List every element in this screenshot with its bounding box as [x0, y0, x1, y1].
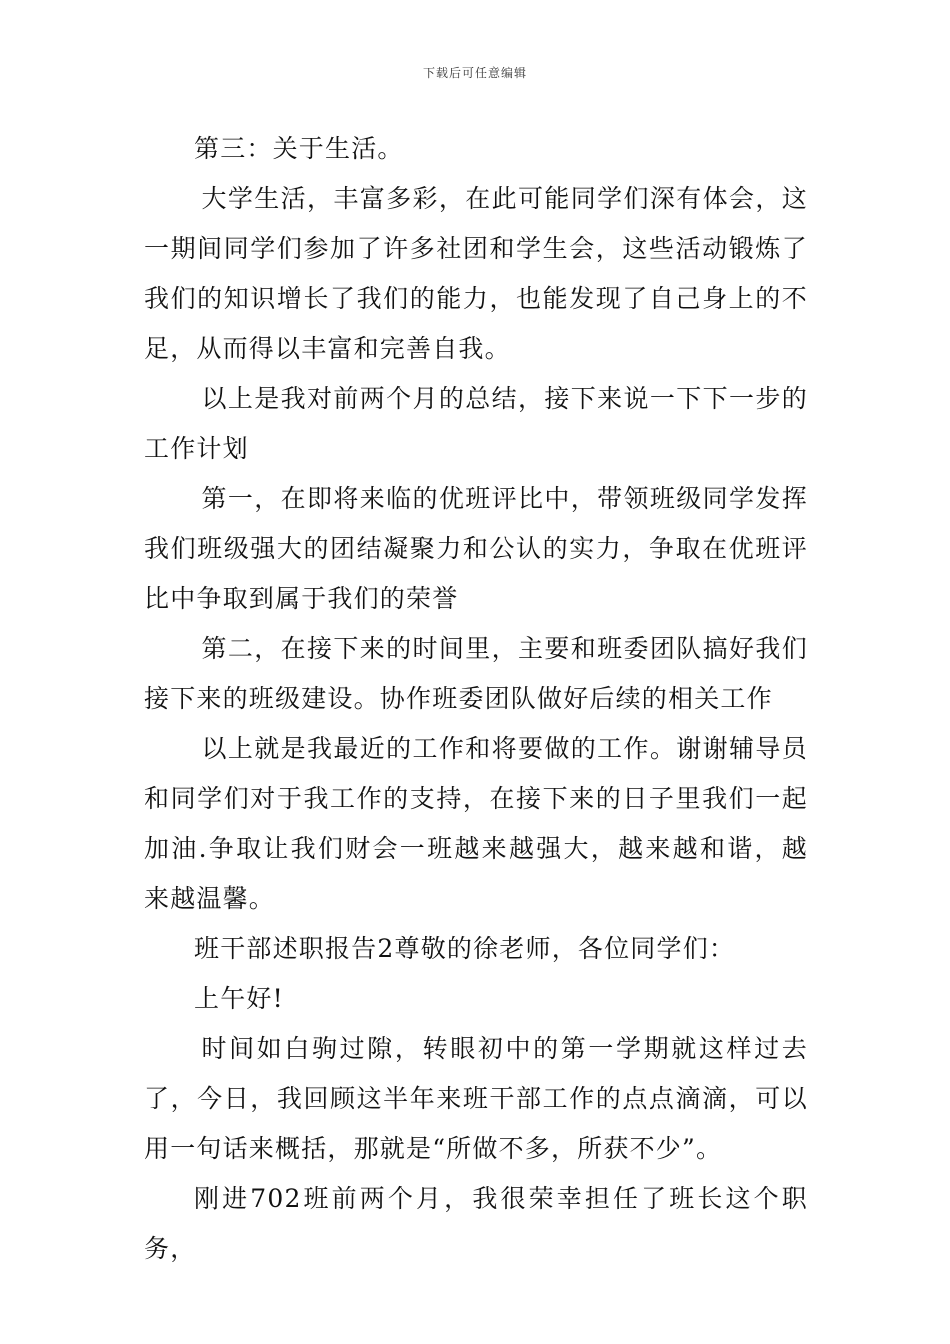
- paragraph: 第三：关于生活。: [194, 134, 404, 163]
- paragraph: 大学生活，丰富多彩，在此可能同学们深有体会，这一期间同学们参加了许多社团和学生会，这些活动锻炼了我们的知识增长了我们的能力，也能发现了自己身上的不足，从而得以丰富和完善自我。: [144, 184, 808, 363]
- paragraph: 时间如白驹过隙，转眼初中的第一学期就这样过去了，今日，我回顾这半年来班干部工作的点点滴滴，可以用一句话来概括，那就是“所做不多，所获不少”。: [144, 1034, 808, 1163]
- paragraph: 上午好!: [194, 984, 284, 1013]
- paragraph: 刚进702班前两个月，我很荣幸担任了班长这个职务，: [144, 1184, 808, 1263]
- paragraph: 以上是我对前两个月的总结，接下来说一下下一步的工作计划: [144, 384, 808, 463]
- paragraph: 第二，在接下来的时间里，主要和班委团队搞好我们接下来的班级建设。协作班委团队做好后续的相关工作: [144, 634, 808, 713]
- paragraph: 班干部述职报告2尊敬的徐老师，各位同学们：: [194, 934, 736, 963]
- paragraph: 第一，在即将来临的优班评比中，带领班级同学发挥我们班级强大的团结凝聚力和公认的实力，争取在优班评比中争取到属于我们的荣誉: [144, 484, 808, 613]
- page-header-note: 下载后可任意编辑: [422, 66, 527, 80]
- document-body: [144, 124, 808, 1274]
- paragraph: 以上就是我最近的工作和将要做的工作。谢谢辅导员和同学们对于我工作的支持，在接下来的日子里我们一起加油.争取让我们财会一班越来越强大，越来越和谐，越来越温馨。: [144, 734, 808, 913]
